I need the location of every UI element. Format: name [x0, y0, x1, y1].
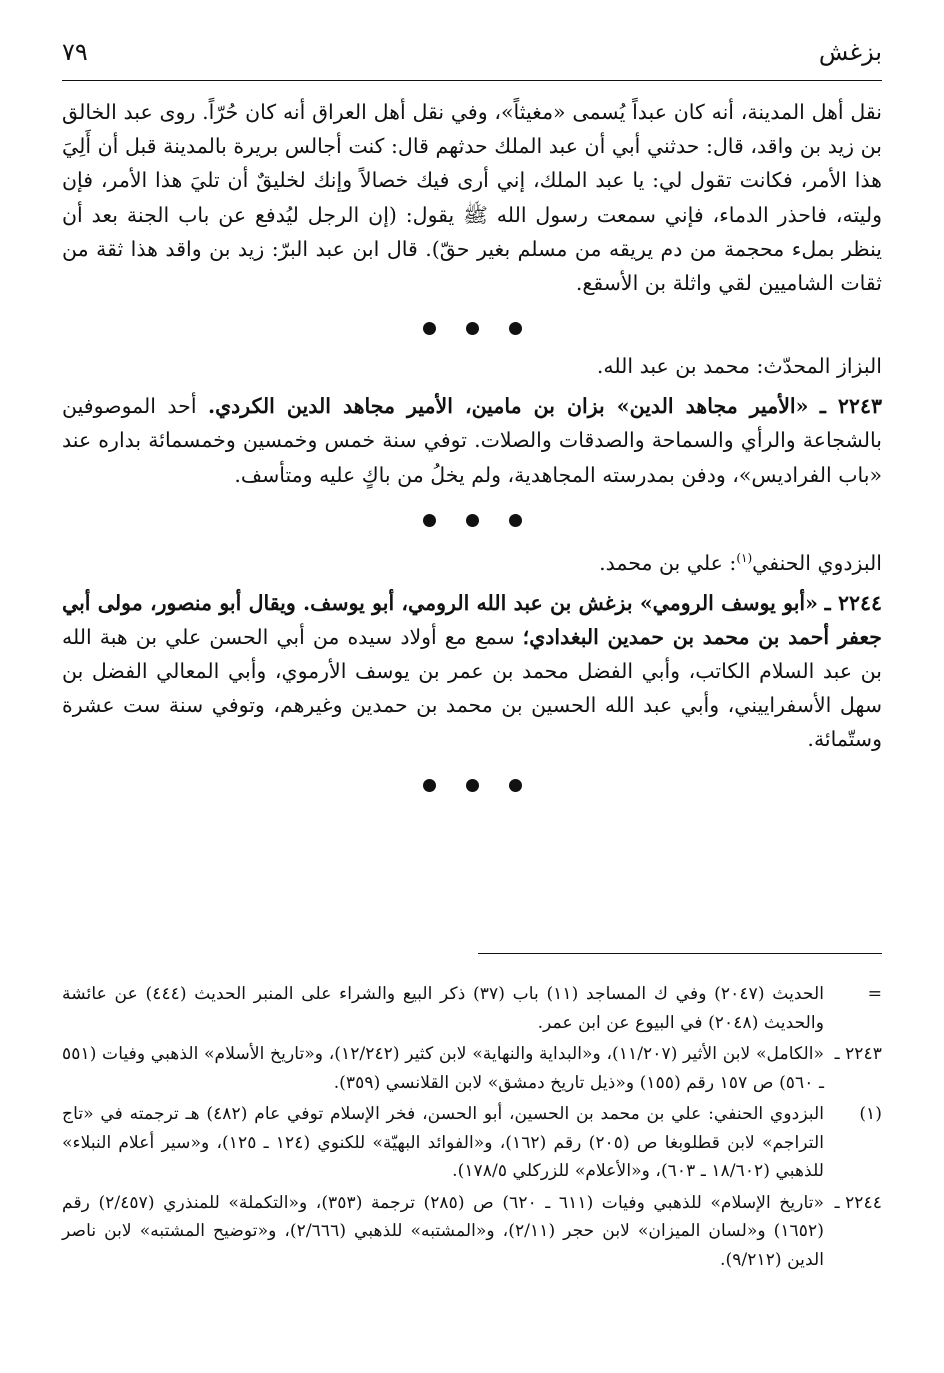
separator-dot: [466, 514, 479, 527]
footnote-mark: =: [867, 984, 882, 1004]
separator-dot: [509, 779, 522, 792]
footnote-1: [62, 1100, 882, 1186]
section-separator: [62, 779, 882, 792]
header-rule: [62, 80, 882, 81]
separator-dot: [423, 514, 436, 527]
footnote-text: الحديث (٢٠٤٧) وفي ك المساجد (١١) باب (٣٧) ذكر البيع والشراء على المنبر الحديث (٤٤٤) عن عائشة والحديث (٢٠٤٨) في البيوع عن ابن عمر.: [62, 984, 824, 1033]
footnote-rule: [478, 953, 882, 954]
page-header: [62, 38, 882, 78]
continuation-paragraph: نقل أهل المدينة، أنه كان عبداً يُسمى «مغيثاً»، وفي نقل أهل العراق أنه كان حُرّاً. روى عبد الخالق بن زيد بن واقد، قال: حدثني أبي أن عبد الملك حدثهم قال: كنت أجالس بريرة بالمدينة قبل أن أَلِيَ هذا الأمر، فكانت تقول لي: يا عبد الملك، إني أرى فيك خصالاً وإنك لخليقٌ أن تليَ هذا الأمر، فإن وليته، فاحذر الدماء، فإني سمعت رسول الله ﷺ يقول: (إن الرجل ليُدفع عن باب الجنة بعد أن ينظر بملء محجمة من دم يريقه من مسلم بغير حقّ). قال ابن عبد البرّ: زيد بن واقد هذا ثقة من ثقات الشاميين لقي واثلة بن الأسقع.: [62, 100, 882, 296]
section-separator: [62, 322, 882, 335]
entry-2243-title: «الأمير مجاهد الدين» بزان بن مامين، الأمير مجاهد الدين الكردي.: [207, 394, 809, 419]
page-number: ٧٩: [62, 38, 88, 66]
separator-dot: [509, 514, 522, 527]
separator-dot: [466, 322, 479, 335]
footnote-2243: [62, 1040, 882, 1097]
main-text: [62, 95, 882, 804]
footnotes: [62, 980, 882, 1277]
entry-2243: [62, 389, 882, 492]
bazdawi-name: البزدوي الحنفي: [752, 550, 882, 575]
separator-dot: [423, 779, 436, 792]
footnote-text: البزدوي الحنفي: علي بن محمد بن الحسين، أبو الحسن، فخر الإسلام توفي عام (٤٨٢) هـ ترجمته في «تاج التراجم» لابن قطلوبغا ص (٢٠٥) رقم (١٦٢)، و«الفوائد البهيّة» للكنوي (١٢٤ ـ ١٢٥)، و«سير أعلام النبلاء» للذهبي (١٨/٦٠٢ ـ ٦٠٣)، و«الأعلام» للزركلي ١٧٨/٥).: [62, 1104, 825, 1181]
running-head: بزغش: [818, 38, 882, 66]
entry-2243-number: ٢٢٤٣ ـ: [819, 394, 882, 419]
bazdawi-rest: : علي بن محمد.: [599, 550, 737, 575]
entry-2243-body: أحد الموصوفين بالشجاعة والرأي والسماحة والصدقات والصلات. توفي سنة خمس وخمسين وخمسمائة بداره عند «باب الفراديس»، ودفن بمدرسته المجاهدية، ولم يخلُ من باكٍ عليه ومتأسف.: [62, 394, 882, 487]
footnote-mark: ٢٢٤٣ ـ: [834, 1044, 882, 1064]
footnote-text: «الكامل» لابن الأثير (١١/٢٠٧)، و«البداية والنهاية» لابن كثير (١٢/٢٤٢)، و«تاريخ الأسلام» الذهبي وفيات (٥٥١ ـ ٥٦٠) ص ١٥٧ رقم (١٥٥) و«ذيل تاريخ دمشق» لابن القلانسي (٣٥٩).: [62, 1044, 824, 1093]
footnote-text: «تاريخ الإسلام» للذهبي وفيات (٦١١ ـ ٦٢٠) ص (٢٨٥) ترجمة (٣٥٣)، و«التكملة» للمنذري (٢/٤٥٧) رقم (١٦٥٢) و«لسان الميزان» لابن حجر (٢/١١)، و«المشتبه» للذهبي (٢/٦٦٦)، و«توضيح المشتبه» لابن ناصر الدين (٩/٢١٢).: [62, 1192, 825, 1270]
cross-reference-bazzaz: البزاز المحدّث: محمد بن عبد الله.: [596, 354, 882, 379]
separator-dot: [466, 779, 479, 792]
separator-dot: [509, 322, 522, 335]
footnote-continuation: [62, 980, 882, 1037]
entry-2244: [62, 586, 882, 757]
footnote-ref-1: (١): [736, 550, 753, 565]
footnote-mark: (١): [859, 1104, 882, 1124]
entry-2244-number: ٢٢٤٤ ـ: [824, 590, 882, 615]
cross-reference-bazdawi: [62, 541, 882, 580]
entry-2244-title: «أبو يوسف الرومي» بزغش بن عبد الله الرومي، أبو يوسف. ويقال أبو منصور، مولى أبي جعفر أحمد بن محمد بن حمدين البغدادي؛: [62, 590, 882, 649]
footnote-2244: [62, 1189, 882, 1275]
footnote-mark: ٢٢٤٤ ـ: [834, 1192, 882, 1213]
separator-dot: [423, 322, 436, 335]
section-separator: [62, 514, 882, 527]
entry-2244-body: سمع مع أولاد سيده من أبي الحسن علي بن هبة الله بن عبد السلام الكاتب، وأبي الفضل محمد بن عمر بن يوسف الأرموي، وأبي المعالي الفضل بن سهل الأسفراييني، وأبي عبد الله الحسين بن محمد بن حمدين وغيرهم، وتوفي سنة ست عشرة وستّمائة.: [62, 624, 882, 752]
